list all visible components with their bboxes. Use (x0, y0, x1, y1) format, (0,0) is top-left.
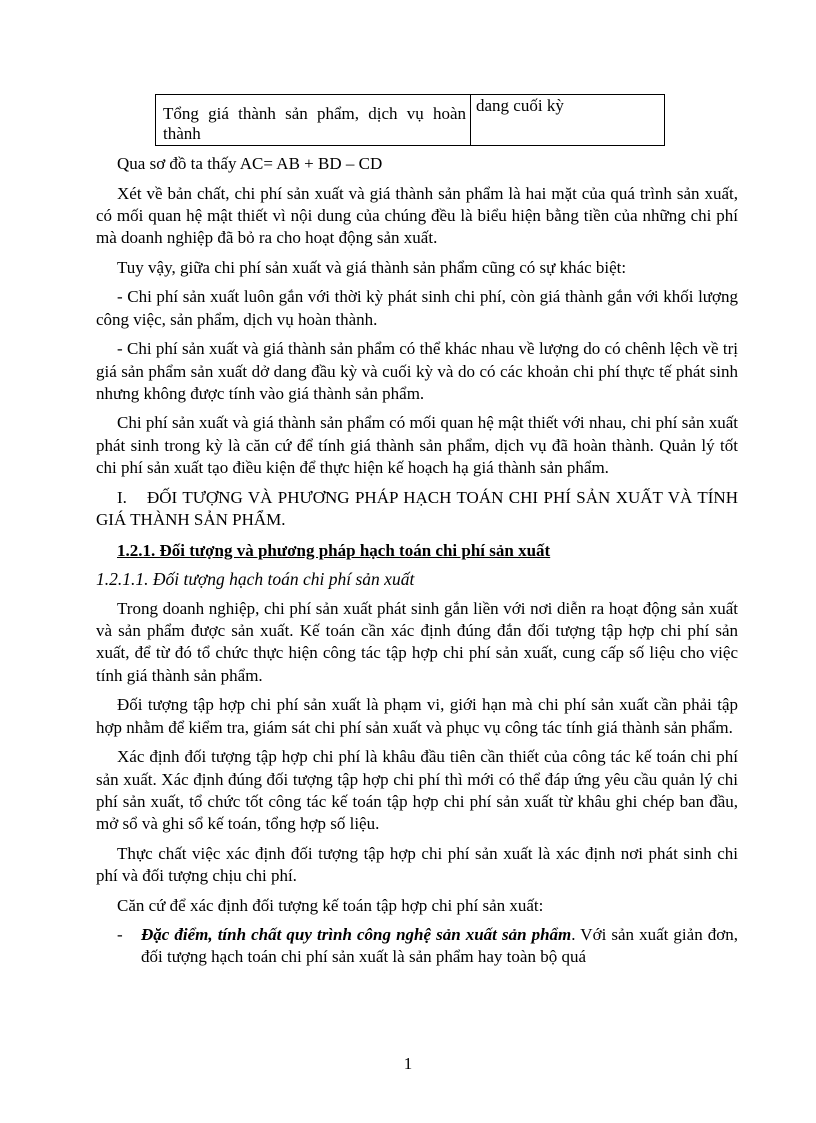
list-item (96, 924, 738, 969)
table-row (156, 95, 665, 146)
paragraph-nature: Xét về bản chất, chi phí sản xuất và giá thành sản phẩm là hai mặt của quá trình sản xuất, có mối quan hệ mật thiết vì nội dung của chúng đều là biểu hiện bằng tiền của những chi phí mà doanh nghiệp đã bỏ ra cho hoạt động sản xuất. (96, 183, 738, 248)
section-heading-roman (96, 487, 738, 532)
paragraph-difference-1: - Chi phí sản xuất luôn gắn với thời kỳ phát sinh chi phí, còn giá thành gắn với khối lượng công việc, sản phẩm, dịch vụ hoàn thành. (96, 287, 738, 329)
list-item-text (141, 924, 738, 969)
paragraph-essence: Thực chất việc xác định đối tượng tập hợp chi phí sản xuất là xác định nơi phát sinh chi phí và đối tượng chịu chi phí. (96, 843, 738, 885)
bullet-emphasis: Đặc điểm, tính chất quy trình công nghệ sản xuất sản phẩm (141, 925, 572, 945)
bullet-rest: . Với sản xuất giản đơn, đối tượng hạch toán chi phí sản xuất là sản phẩm hay toàn bộ quá (141, 925, 738, 967)
section-title: ĐỐI TƯỢNG VÀ PHƯƠNG PHÁP HẠCH TOÁN CHI PHÍ SẢN XUẤT VÀ TÍNH GIÁ THÀNH SẢN PHẨM. (96, 487, 738, 529)
document-body (96, 153, 738, 976)
paragraph-object-definition: Đối tượng tập hợp chi phí sản xuất là phạm vi, giới hạn mà chi phí sản xuất cần phải tập hợp nhằm để kiểm tra, giám sát chi phí sản xuất và phục vụ công tác tính giá thành sản phẩm. (96, 695, 738, 737)
heading-1-2-1: 1.2.1. Đối tượng và phương pháp hạch toán chi phí sản xuất (117, 541, 551, 561)
page-number: 1 (403, 1054, 413, 1073)
table-cell-total-cost: Tổng giá thành sản phẩm, dịch vụ hoàn thành (156, 95, 471, 146)
paragraph-basis: Căn cứ để xác định đối tượng kế toán tập hợp chi phí sản xuất: (117, 895, 544, 915)
paragraph-formula: Qua sơ đồ ta thấy AC= AB + BD – CD (117, 154, 383, 173)
paragraph-difference-2: - Chi phí sản xuất và giá thành sản phẩm có thể khác nhau về lượng do có chênh lệch về trị giá sản phẩm sản xuất dở dang đầu kỳ và cuối kỳ và do có các khoản chi phí thực tế phát sinh nhưng không được tính vào giá thành sản phẩm. (96, 339, 738, 403)
cost-table (155, 94, 665, 146)
paragraph-determine: Xác định đối tượng tập hợp chi phí là khâu đầu tiên cần thiết của công tác kế toán chi phí sản xuất. Xác định đúng đối tượng tập hợp chi phí thì mới có thể đáp ứng yêu cầu quản lý chi phí sản xuất, tổ chức tốt công tác kế toán tập hợp chi phí sản xuất từ khâu ghi chép ban đầu, mở sổ và ghi sổ kế toán, tổng hợp số liệu. (96, 747, 738, 834)
heading-1-2-1-1: 1.2.1.1. Đối tượng hạch toán chi phí sản xuất (96, 568, 415, 589)
bullet-dash: - (117, 925, 123, 945)
table-cell-ending-wip: dang cuối kỳ (471, 95, 665, 146)
paragraph-enterprise: Trong doanh nghiệp, chi phí sản xuất phát sinh gắn liền với nơi diễn ra hoạt động sản xuất và sản phẩm được sản xuất. Kế toán cần xác định đúng đắn đối tượng tập hợp chi phí sản xuất, để từ đó tổ chức thực hiện công tác tập hợp chi phí sản xuất, cung cấp số liệu cho việc tính giá thành sản phẩm. (96, 598, 738, 685)
section-number: I. (117, 487, 127, 507)
paragraph-however: Tuy vậy, giữa chi phí sản xuất và giá thành sản phẩm cũng có sự khác biệt: (117, 257, 627, 277)
paragraph-relation: Chi phí sản xuất và giá thành sản phẩm có mối quan hệ mật thiết với nhau, chi phí sản xuất phát sinh trong kỳ là căn cứ để tính giá thành sản phẩm, dịch vụ đã hoàn thành. Quản lý tốt chi phí sản xuất tạo điều kiện để thực hiện kế hoạch hạ giá thành sản phẩm. (96, 413, 738, 478)
